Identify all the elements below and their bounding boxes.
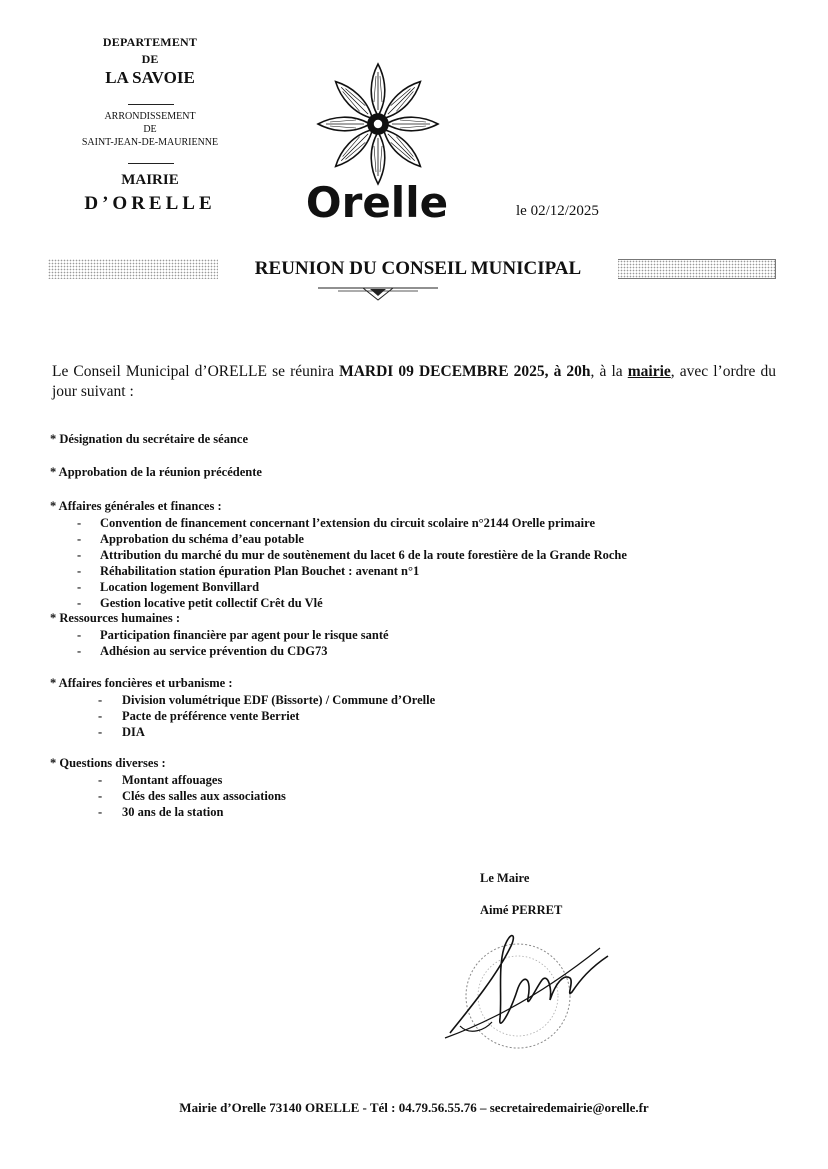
flower-logo-icon [308, 58, 448, 198]
list-dash: - [98, 709, 103, 723]
title-banner [48, 255, 776, 283]
list-dash: - [77, 580, 82, 594]
agenda-land-title: * Affaires foncières et urbanisme : [50, 676, 233, 690]
list-dash: - [77, 516, 82, 530]
list-item: Pacte de préférence vente Berriet [122, 709, 300, 723]
list-item: Gestion locative petit collectif Crêt du Vlé [100, 596, 323, 610]
agenda-hr-title: * Ressources humaines : [50, 611, 180, 625]
intro-text-3: , avec l’ordre du jour suivant : [52, 363, 776, 400]
list-item: Montant affouages [122, 773, 223, 787]
list-dash: - [77, 532, 82, 546]
signature-role: Le Maire [480, 871, 530, 885]
list-item: Location logement Bonvillard [100, 580, 260, 594]
header-saint-jean: SAINT-JEAN-DE-MAURIENNE [81, 137, 219, 148]
list-item: Approbation du schéma d’eau potable [100, 532, 304, 546]
intro-paragraph [52, 362, 776, 402]
list-dash: - [98, 805, 103, 819]
header-divider [128, 104, 174, 105]
mayor-signature-stamp-icon [440, 918, 620, 1058]
agenda-secretary: * Désignation du secrétaire de séance [50, 432, 249, 446]
intro-text-1: Le Conseil Municipal d’ORELLE se réunira [52, 363, 340, 380]
banner-pattern-left [48, 259, 218, 279]
banner-title: REUNION DU CONSEIL MUNICIPAL [218, 255, 618, 283]
header-divider-2 [128, 163, 174, 164]
list-item: Division volumétrique EDF (Bissorte) / Commune d’Orelle [122, 693, 436, 707]
meeting-datetime: MARDI 09 DECEMBRE 2025, à 20h [339, 363, 591, 380]
list-dash: - [98, 789, 103, 803]
meeting-place: mairie [627, 363, 671, 380]
list-item: Participation financière par agent pour le risque santé [100, 628, 389, 642]
header-department: DEPARTEMENT [102, 35, 198, 49]
document-date: le 02/12/2025 [516, 203, 599, 219]
list-item: Convention de financement concernant l’extension du circuit scolaire n°2144 Orelle primaire [100, 516, 596, 530]
header-mairie: MAIRIE [121, 172, 179, 188]
agenda-misc-title: * Questions diverses : [50, 756, 166, 770]
agenda-approval: * Approbation de la réunion précédente [50, 465, 262, 479]
list-dash: - [77, 628, 82, 642]
list-item: Attribution du marché du mur de soutènement du lacet 6 de la route forestière de la Grande Roche [100, 548, 627, 562]
list-dash: - [77, 596, 82, 610]
intro-text-2: , à la [590, 363, 628, 380]
orelle-logo-word: Orelle [305, 178, 449, 227]
list-item: Réhabilitation station épuration Plan Bouchet : avenant n°1 [100, 564, 420, 578]
list-dash: - [77, 548, 82, 562]
agenda-general-title: * Affaires générales et finances : [50, 499, 222, 513]
list-item: Adhésion au service prévention du CDG73 [100, 644, 328, 658]
signature-name: Aimé PERRET [480, 903, 563, 917]
header-de-2: DE [143, 124, 157, 135]
list-item: Clés des salles aux associations [122, 789, 286, 803]
list-dash: - [98, 773, 103, 787]
header-savoie: LA SAVOIE [105, 68, 195, 87]
list-dash: - [98, 693, 103, 707]
header-de: DE [141, 52, 159, 66]
banner-pattern-right [616, 259, 776, 279]
header-orelle: D’ORELLE [84, 193, 216, 214]
list-item: DIA [122, 725, 145, 739]
header-arrondissement: ARRONDISSEMENT [104, 111, 196, 122]
ornament-divider-icon [318, 283, 438, 303]
list-dash: - [98, 725, 103, 739]
list-dash: - [77, 564, 82, 578]
list-dash: - [77, 644, 82, 658]
list-item: 30 ans de la station [122, 805, 224, 819]
footer-contact: Mairie d’Orelle 73140 ORELLE - Tél : 04.79.56.55.76 – secretairedemairie@orelle.fr [179, 1100, 649, 1115]
